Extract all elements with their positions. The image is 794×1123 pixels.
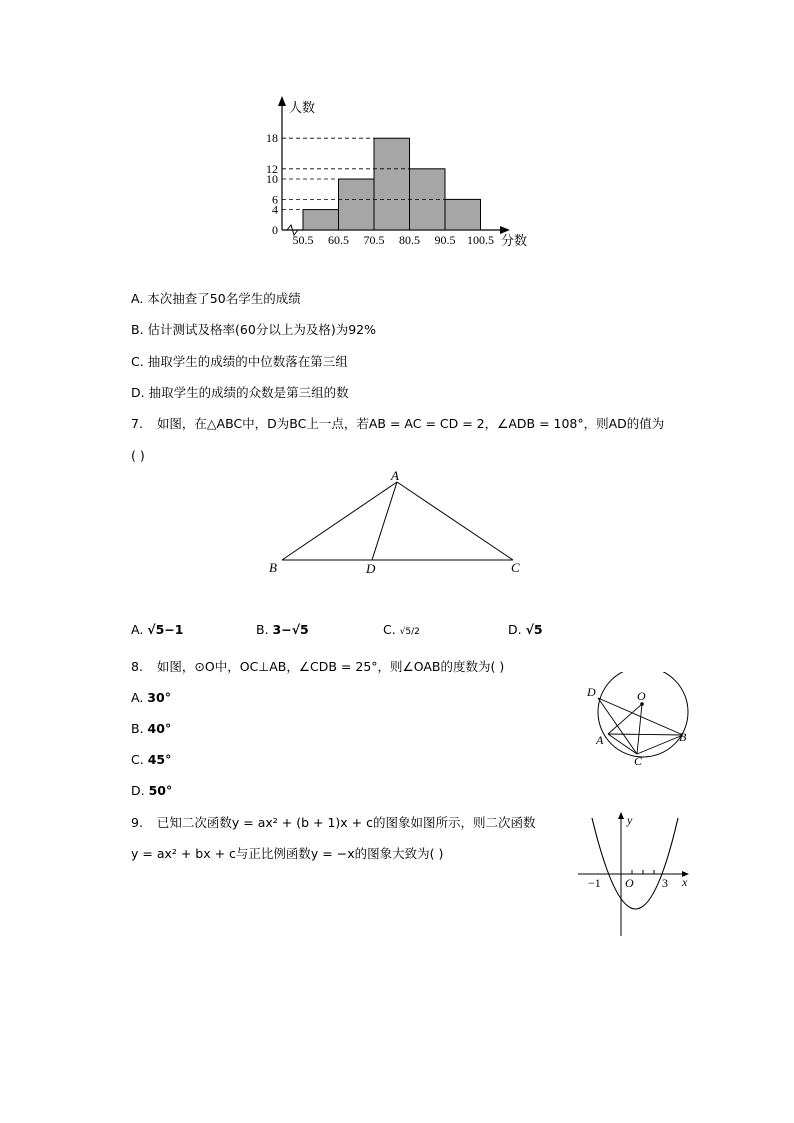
q8-circle-figure — [580, 672, 710, 772]
q8-option-c[interactable] — [131, 752, 171, 768]
option-letter: C. — [131, 354, 144, 369]
option-text: 45° — [147, 752, 172, 767]
x-tick-label: 100.5 — [467, 233, 494, 247]
label-o: O — [637, 689, 646, 703]
option-letter: C. — [131, 752, 144, 767]
option-text: 3−√5 — [272, 622, 309, 637]
x-tick-label: 70.5 — [363, 233, 385, 247]
q7-option-a[interactable] — [131, 622, 184, 638]
label-d: D — [366, 561, 376, 576]
q6-option-c[interactable] — [131, 354, 348, 370]
y-tick-label: 10 — [266, 172, 278, 186]
option-letter: B. — [131, 721, 144, 736]
q6-option-d[interactable] — [131, 385, 349, 401]
q9-stem-line1 — [131, 815, 535, 831]
option-text: 30° — [147, 690, 171, 705]
option-text: 抽取学生的成绩的中位数落在第三组 — [147, 354, 348, 369]
label-d: D — [587, 685, 596, 699]
option-letter: A. — [131, 622, 144, 637]
label-c: C — [511, 560, 520, 575]
y-tick-label: 18 — [266, 131, 278, 146]
y-tick-label: 6 — [272, 192, 278, 207]
y-axis-label: 人数 — [289, 100, 316, 115]
option-letter: A. — [131, 291, 144, 306]
label-o: O — [625, 876, 634, 890]
option-text: 抽取学生的成绩的众数是第三组的数 — [148, 385, 349, 400]
label-a: A — [596, 733, 604, 747]
label-y: y — [627, 813, 633, 827]
question-text: 如图，在△ABC中，D为BC上一点，若AB = AC = CD = 2，∠ADB = 108°，则AD的值为 — [156, 416, 665, 431]
x-tick-label: 90.5 — [434, 233, 456, 247]
q7-option-c[interactable] — [383, 622, 420, 640]
q9-parabola-figure — [572, 810, 702, 940]
y-axis-arrow — [278, 96, 286, 106]
q7-stem-line1 — [131, 416, 664, 432]
y-tick-label: 12 — [266, 161, 278, 176]
q8-option-b[interactable] — [131, 721, 171, 737]
histogram-chart — [0, 80, 794, 350]
x-axis-label: 分数 — [501, 233, 528, 248]
option-text: √5−1 — [147, 622, 184, 637]
q7-option-d[interactable] — [508, 622, 543, 638]
q9-stem-line2: y = ax² + bx + c与正比例函数y = −x的图象大致为( ) — [131, 846, 444, 861]
option-letter: B. — [256, 622, 269, 637]
q7-option-b[interactable] — [256, 622, 309, 638]
option-letter: D. — [131, 783, 145, 798]
q7-triangle-figure — [260, 465, 560, 585]
q8-option-d[interactable] — [131, 783, 172, 799]
label-3: 3 — [662, 876, 668, 890]
option-letter: B. — [131, 322, 144, 337]
label-x: x — [682, 875, 688, 889]
y-tick-label: 4 — [272, 202, 278, 217]
option-text: 本次抽查了50名学生的成绩 — [147, 291, 301, 306]
q6-option-a[interactable] — [131, 291, 301, 307]
question-number: 9. — [131, 815, 143, 830]
option-text: 估计测试及格率(60分以上为及格)为92% — [147, 322, 376, 337]
histogram-bar — [339, 179, 375, 230]
q6-option-b[interactable] — [131, 322, 376, 338]
option-text: 50° — [148, 783, 173, 798]
option-letter: D. — [131, 385, 145, 400]
question-text: 如图，⊙O中，OC⊥AB，∠CDB = 25°，则∠OAB的度数为( ) — [156, 659, 505, 674]
option-text: √5/2 — [399, 627, 420, 637]
question-number: 7. — [131, 416, 143, 431]
question-text: 已知二次函数y = ax² + (b + 1)x + c的图象如图所示，则二次函数 — [156, 815, 536, 830]
option-letter: D. — [508, 622, 522, 637]
x-tick-label: 50.5 — [292, 233, 314, 247]
option-text: 40° — [147, 721, 172, 736]
histogram-bar — [303, 210, 339, 230]
label-b: B — [269, 560, 277, 575]
q8-stem — [131, 659, 504, 675]
label-c: C — [634, 754, 643, 768]
q8-option-a[interactable] — [131, 690, 171, 706]
x-tick-label: 80.5 — [399, 233, 420, 247]
histogram-bar — [374, 138, 410, 230]
y-tick-label: 0 — [272, 223, 278, 237]
x-tick-label: 60.5 — [328, 233, 349, 247]
label-b: B — [679, 730, 687, 744]
histogram-bar — [445, 199, 481, 230]
option-letter: C. — [383, 622, 396, 637]
q7-stem-line2: ( ) — [131, 448, 145, 463]
option-text: √5 — [525, 622, 543, 637]
label-neg1: −1 — [588, 876, 601, 890]
label-a: A — [391, 468, 399, 483]
option-letter: A. — [131, 690, 144, 705]
question-number: 8. — [131, 659, 143, 674]
